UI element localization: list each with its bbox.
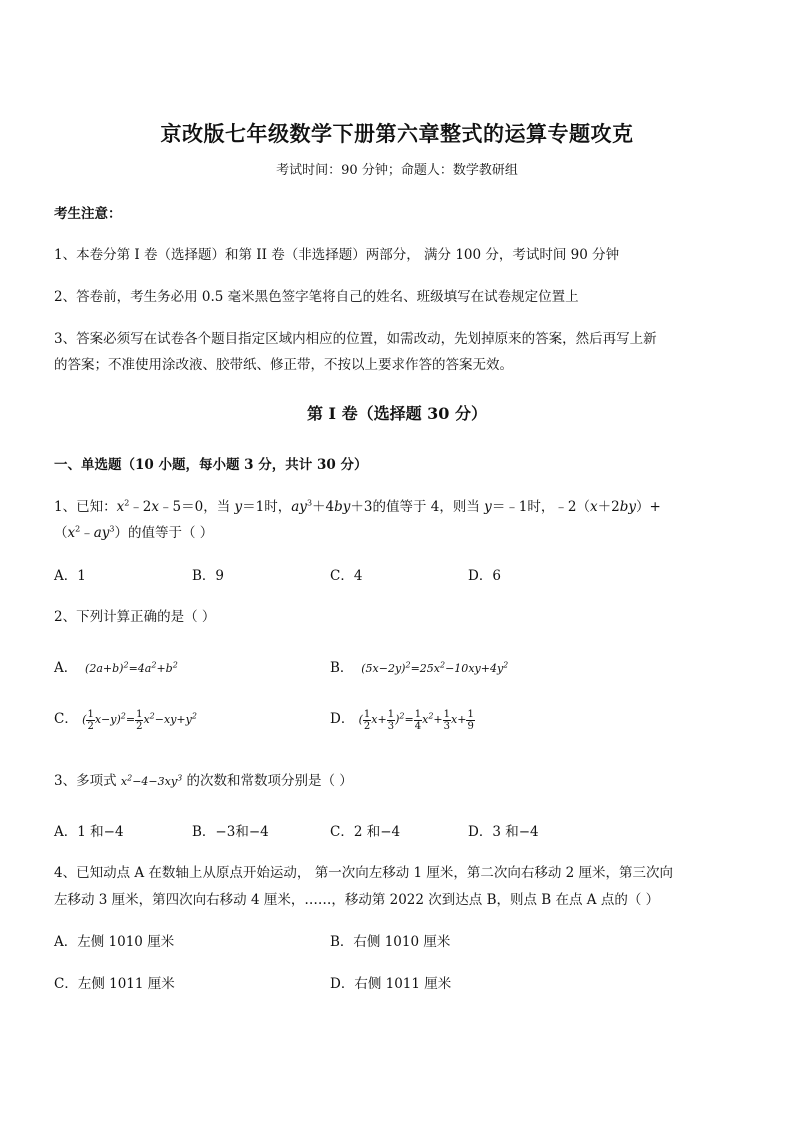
option-formula: ( $\frac{1}{2}$ x+ $\frac{1}{3}$ )$^2$= $\frac{1}{4}$ $x^2+$ $\frac{1}{3}$ x+ $\frac{1}{9}$ (358, 708, 474, 732)
q1-text: 时，﹣2（ (527, 499, 590, 515)
option-a: A．左侧 1010 厘米 (54, 934, 175, 950)
option-d: D．6 (468, 568, 501, 584)
option-c: C．2 和−4 (330, 824, 401, 840)
option-b: B．右侧 1010 厘米 (330, 934, 451, 950)
exam-subtitle: 考试时间：90 分钟；命题人：数学教研组 (276, 163, 518, 178)
notice-heading: 考生注意： (54, 206, 122, 222)
q1-text: ）+ (636, 499, 661, 515)
option-d (330, 707, 475, 732)
q3-text: 的次数和常数项分别是（ ） (182, 773, 353, 789)
option-a (54, 656, 178, 676)
q1-text: （ (54, 525, 68, 541)
question-1-stem: 1、已知：$x^2﹣2x﹣5=0$，当 y＝1时，$ay^3+4by+3$的值等于 4，则当 y＝﹣1时，﹣2（x＋2by）+ (54, 498, 661, 515)
option-label: C． (54, 711, 78, 727)
option-label: B． (330, 660, 354, 676)
option-d: D．3 和−4 (468, 824, 539, 840)
question-4-stem: 4、已知动点 A 在数轴上从原点开始运动， 第一次向左移动 1 厘米，第二次向右移动 2 厘米，第三次向 (54, 865, 674, 881)
option-a: A．1 和−4 (54, 824, 124, 840)
option-a: A．1 (54, 568, 86, 584)
q1-equation: x (116, 499, 125, 515)
option-b: B．−3和−4 (192, 824, 269, 840)
q3-text: 3、多项式 (54, 773, 121, 789)
q1-text: ，当 (203, 499, 235, 515)
part-title: 一、单选题（10 小题，每小题 3 分，共计 30 分） (54, 457, 368, 473)
q1-text: 1、已知： (54, 499, 117, 515)
option-d: D．右侧 1011 厘米 (330, 976, 452, 992)
q1-text: 的值等于 4，则当 (372, 499, 485, 515)
option-c (54, 707, 197, 732)
q1-text: 时， (264, 499, 292, 515)
page-title: 京改版七年级数学下册第六章整式的运算专题攻克 (160, 121, 634, 146)
option-label: D． (330, 711, 355, 727)
option-b (330, 656, 508, 676)
notice-item: 的答案；不准使用涂改液、胶带纸、修正带，不按以上要求作答的答案无效。 (54, 357, 513, 373)
question-3-stem (54, 769, 353, 789)
section-title: 第 I 卷（选择题 30 分） (306, 404, 488, 423)
notice-item: 3、答案必须写在试卷各个题目指定区域内相应的位置，如需改动，先划掉原来的答案，然后再写上新 (54, 331, 657, 347)
question-2-stem: 2、下列计算正确的是（ ） (54, 609, 216, 625)
q3-polynomial: $x^2-4-3xy^3$ (120, 773, 183, 788)
q1-text: ）的值等于（ ） (114, 525, 214, 541)
option-formula: $(2a+b)^2=4a^2+b^2$ (81, 660, 178, 675)
option-b: B．9 (192, 568, 225, 584)
notice-item: 2、答卷前，考生务必用 0.5 毫米黑色签字笔将自己的姓名、班级填写在试卷规定位置上 (54, 289, 579, 305)
question-1-stem-cont: $(x^2﹣ay^3)$的值等于（ ） (54, 524, 214, 541)
option-formula: $(5x-2y)^2=25x^2-10xy+4y^2$ (357, 660, 509, 675)
question-4-stem-cont: 左移动 3 厘米，第四次向右移动 4 厘米，……，移动第 2022 次到达点 B，则点 B 在点 A 点的（ ） (54, 892, 660, 908)
option-label: A． (54, 660, 78, 676)
option-c: C．4 (330, 568, 363, 584)
notice-item: 1、本卷分第 I 卷（选择题）和第 II 卷（非选择题）两部分， 满分 100 分，考试时间 90 分钟 (54, 247, 620, 263)
option-formula: ( $\frac{1}{2}$ x−y)$^2$= $\frac{1}{2}$ $x^2-xy+y^2$ (82, 708, 197, 732)
option-c: C．左侧 1011 厘米 (54, 976, 175, 992)
